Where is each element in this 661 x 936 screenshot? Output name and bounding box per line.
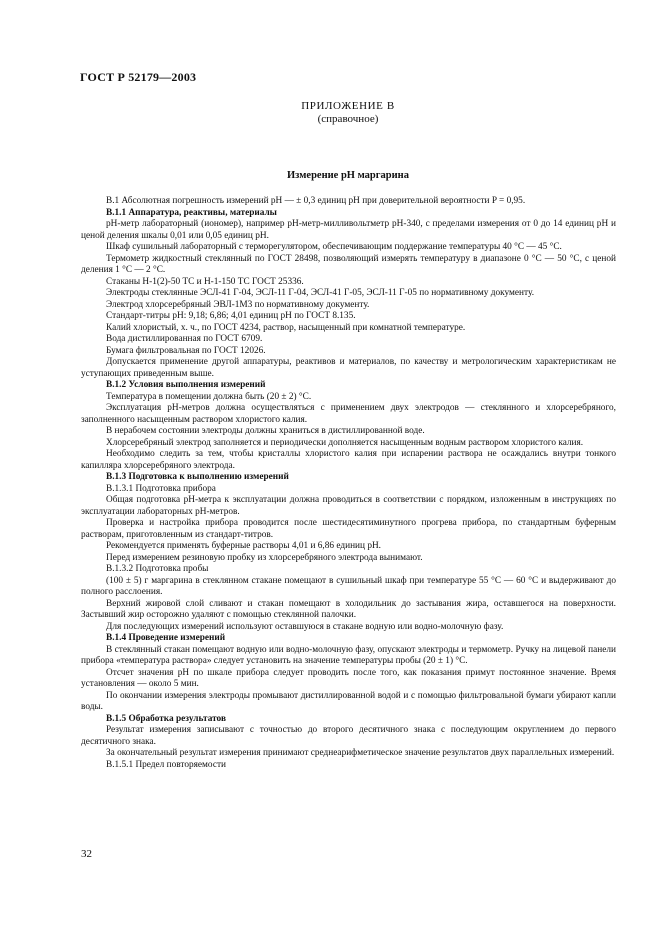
document-body: [81, 196, 616, 771]
paragraph: pH-метр лабораторный (иономер), например pH-метр-милливольтметр pH-340, с пределами измерения от 0 до 14 единиц pH и ценой деления шкалы 0,01 или 0,05 единиц pH.: [81, 219, 616, 241]
paragraph: Термометр жидкостный стеклянный по ГОСТ 28498, позволяющий измерять температуру в диапазоне 0 °С — 50 °С, с ценой деления 1 °С — 2 °С.: [81, 253, 616, 275]
page-number: 32: [81, 848, 92, 860]
paragraph: Шкаф сушильный лабораторный с терморегулятором, обеспечивающим поддержание температуры 40 °С — 45 °С.: [106, 242, 562, 252]
document-code: ГОСТ Р 52179—2003: [80, 70, 197, 84]
paragraph: Допускается применение другой аппаратуры, реактивов и материалов, по качеству и метрологическим характеристикам не уступающих приведенным выше.: [81, 357, 616, 379]
paragraph: В.1.3.2 Подготовка пробы: [106, 564, 209, 574]
paragraph: Перед измерением резиновую пробку из хлорсеребряного электрода вынимают.: [106, 552, 423, 563]
paragraph: По окончании измерения электроды промывают дистиллированной водой и с помощью фильтровальной бумаги убирают капли воды.: [81, 690, 616, 712]
paragraph: Отсчет значения pH по шкале прибора следует проводить после того, как показания примут постоянное значение. Время установления — около 5 мин.: [81, 667, 616, 689]
paragraph: Электрод хлорсеребряный ЭВЛ-1М3 по нормативному документу.: [106, 299, 370, 310]
paragraph: В.1 Абсолютная погрешность измерений pH — ± 0,3 единиц pH при доверительной вероятности P = 0,95.: [106, 196, 526, 206]
paragraph: (100 ± 5) г маргарина в стеклянном стакане помещают в сушильный шкаф при температуре 55 °С — 60 °С и выдерживают до полного расслоения.: [81, 575, 616, 597]
appendix-block: [80, 100, 616, 126]
paragraph: Хлорсеребряный электрод заполняется и периодически дополняется насыщенным водным раствором хлористого калия.: [106, 437, 584, 448]
paragraph: В стеклянный стакан помещают водную или водно-молочную фазу, опускают электроды и термометр. Ручку на лицевой панели прибора «температура раствора» следует установить на значение температуры пробы (20 ± 1) °С.: [81, 644, 616, 666]
subsection-heading: В.1.5 Обработка результатов: [106, 713, 226, 724]
subsection-heading: В.1.4 Проведение измерений: [106, 633, 226, 643]
paragraph: Вода дистиллированная по ГОСТ 6709.: [106, 334, 263, 344]
section-title: Измерение pH маргарина: [287, 170, 409, 181]
paragraph: В.1.5.1 Предел повторяемости: [106, 759, 226, 770]
paragraph: Необходимо следить за тем, чтобы кристаллы хлористого калия при испарении раствора не осаждались внутри тонкого капилляра хлорсеребряного электрода.: [81, 449, 616, 471]
paragraph: Эксплуатация pH-метров должна осуществляться с применением двух электродов — стеклянного и хлорсеребряного, заполненного насыщенным раствором хлористого калия.: [81, 403, 616, 425]
paragraph: Рекомендуется применять буферные растворы 4,01 и 6,86 единиц pH.: [106, 541, 382, 551]
paragraph: Электроды стеклянные ЭСЛ-41 Г-04, ЭСЛ-11 Г-04, ЭСЛ-41 Г-05, ЭСЛ-11 Г-05 по нормативному документу.: [106, 288, 535, 298]
subsection-heading: В.1.3 Подготовка к выполнению измерений: [106, 472, 289, 482]
subsection-heading: В.1.1 Аппаратура, реактивы, материалы: [106, 207, 277, 218]
paragraph: Верхний жировой слой сливают и стакан помещают в холодильник до застывания жира, оставшегося на поверхности. Застывший жир осторожно удаляют с помощью стеклянной палочки.: [81, 598, 616, 620]
paragraph: Стандарт-титры pH: 9,18; 6,86; 4,01 единиц pH по ГОСТ 8.135.: [106, 311, 356, 321]
appendix-title: ПРИЛОЖЕНИЕ В: [301, 100, 395, 112]
paragraph: В нерабочем состоянии электроды должны храниться в дистиллированной воде.: [106, 426, 425, 436]
subsection-heading: В.1.2 Условия выполнения измерений: [106, 380, 266, 390]
paragraph: Температура в помещении должна быть (20 ± 2) °С.: [106, 391, 312, 402]
appendix-note: (справочное): [317, 113, 379, 125]
paragraph: Результат измерения записывают с точностью до второго десятичного знака с последующим округлением до первого десятичного знака.: [81, 725, 616, 747]
paragraph: Для последующих измерений используют оставшуюся в стакане водную или водно-молочную фазу.: [106, 621, 504, 632]
paragraph: Бумага фильтровальная по ГОСТ 12026.: [106, 345, 266, 356]
paragraph: Калий хлористый, х. ч., по ГОСТ 4234, раствор, насыщенный при комнатной температуре.: [106, 322, 466, 333]
paragraph: Стаканы Н-1(2)-50 ТС и Н-1-150 ТС ГОСТ 25336.: [106, 276, 304, 287]
paragraph: За окончательный результат измерения принимают среднеарифметическое значение результатов двух параллельных измерений.: [106, 748, 615, 758]
paragraph: Проверка и настройка прибора проводится после шестидесятиминутного прогрева прибора, по стандартным буферным растворам, приготовленным из стандарт-титров.: [81, 518, 616, 540]
paragraph: Общая подготовка pH-метра к эксплуатации должна проводиться в соответствии с порядком, изложенным в инструкциях по эксплуатации лабораторных pH-метров.: [81, 495, 616, 517]
paragraph: В.1.3.1 Подготовка прибора: [106, 483, 216, 494]
